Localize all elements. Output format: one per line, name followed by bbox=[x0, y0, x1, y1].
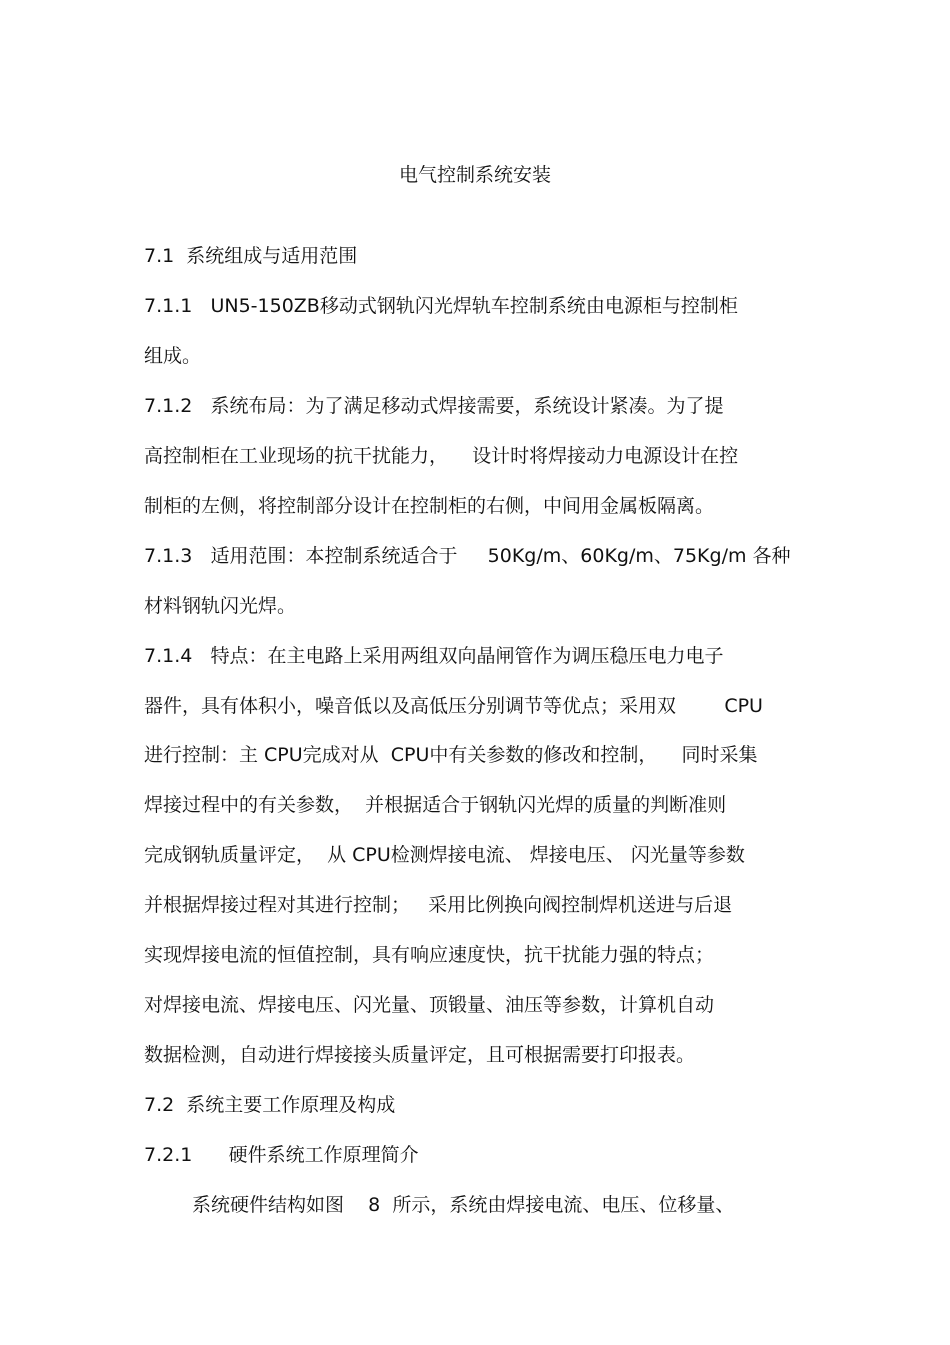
paragraph-line: 7.1.3 适用范围：本控制系统适合于 50Kg/m、60Kg/m、75Kg/m 各种 bbox=[144, 545, 791, 567]
section-heading-7-2: 7.2 系统主要工作原理及构成 bbox=[144, 1094, 396, 1116]
paragraph-line: 对焊接电流、焊接电压、闪光量、顶锻量、油压等参数，计算机自动 bbox=[144, 994, 715, 1016]
paragraph-line: 高控制柜在工业现场的抗干扰能力， 设计时将焊接动力电源设计在控 bbox=[144, 445, 739, 467]
paragraph-line: 7.1.2 系统布局：为了满足移动式焊接需要，系统设计紧凑。为了提 bbox=[144, 395, 724, 417]
paragraph-line: 组成。 bbox=[144, 345, 202, 367]
paragraph-line: 数据检测，自动进行焊接接头质量评定，且可根据需要打印报表。 bbox=[144, 1044, 696, 1066]
paragraph-line: 进行控制：主 CPU完成对从 CPU中有关参数的修改和控制， 同时采集 bbox=[144, 744, 758, 766]
paragraph-line: 制柜的左侧，将控制部分设计在控制柜的右侧，中间用金属板隔离。 bbox=[144, 495, 715, 517]
paragraph-line: 系统硬件结构如图 8 所示，系统由焊接电流、电压、位移量、 bbox=[192, 1194, 735, 1216]
paragraph-line: 并根据焊接过程对其进行控制； 采用比例换向阀控制焊机送进与后退 bbox=[144, 894, 733, 916]
paragraph-line: 7.1.1 UN5-150ZB移动式钢轨闪光焊轨车控制系统由电源柜与控制柜 bbox=[144, 295, 738, 317]
subsection-heading-7-2-1: 7.2.1 硬件系统工作原理简介 bbox=[144, 1144, 419, 1166]
paragraph-line: 焊接过程中的有关参数， 并根据适合于钢轨闪光焊的质量的判断准则 bbox=[144, 794, 727, 816]
section-heading-7-1: 7.1 系统组成与适用范围 bbox=[144, 245, 358, 267]
paragraph-line: 完成钢轨质量评定， 从 CPU检测焊接电流、 焊接电压、 闪光量等参数 bbox=[144, 844, 745, 866]
paragraph-line: 材料钢轨闪光焊。 bbox=[144, 595, 297, 617]
paragraph-line: 实现焊接电流的恒值控制，具有响应速度快，抗干扰能力强的特点； bbox=[144, 944, 715, 966]
paragraph-line: 器件，具有体积小，噪音低以及高低压分别调节等优点；采用双 CPU bbox=[144, 695, 763, 717]
page-title: 电气控制系统安装 bbox=[398, 164, 551, 186]
paragraph-line: 7.1.4 特点：在主电路上采用两组双向晶闸管作为调压稳压电力电子 bbox=[144, 645, 724, 667]
